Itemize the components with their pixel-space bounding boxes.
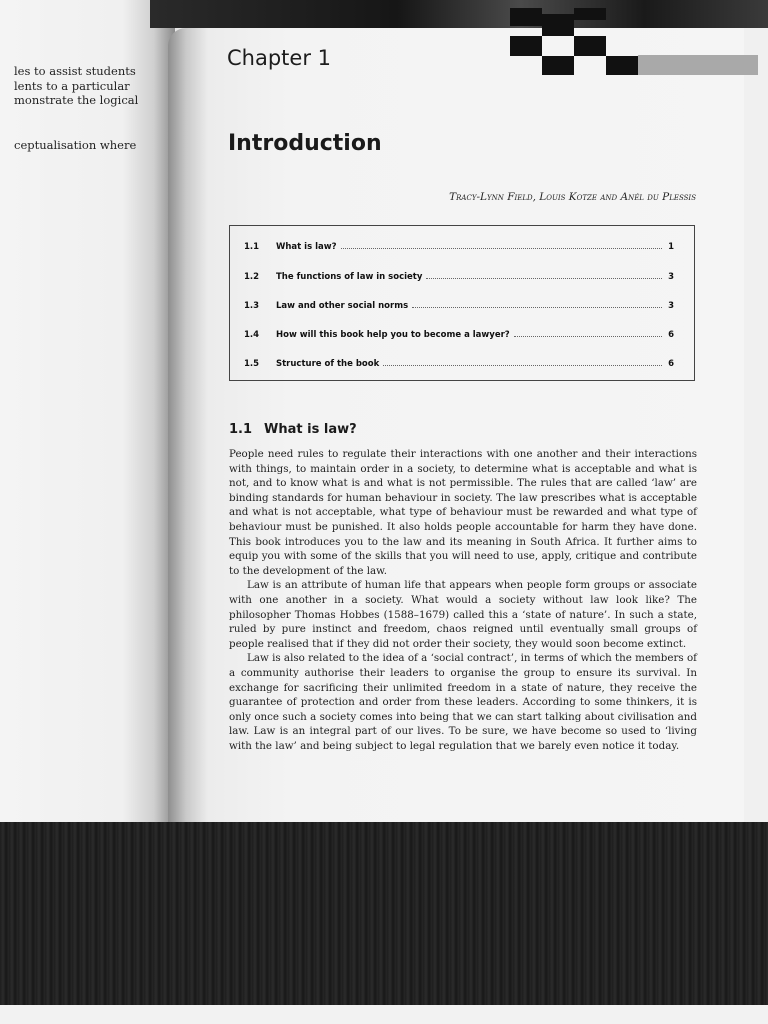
body-text: [229, 447, 697, 753]
chapter-authors: Tracy-Lynn Field, Louis Kotze and Anél du Plessis: [449, 191, 696, 203]
contents-item[interactable]: [244, 357, 674, 373]
section-title: What is law?: [264, 422, 357, 437]
contents-leader-dots: [514, 328, 662, 337]
contents-item-title: How will this book help you to become a lawyer?: [276, 330, 510, 340]
contents-item-page: 3: [668, 272, 674, 282]
chapter-title: Introduction: [228, 131, 382, 156]
body-paragraph: Law is also related to the idea of a ‘social contract’, in terms of which the members of a community authorise their leaders to organise the group to ensure its survival. In exchange for sacrificing their unlimited freedom in a state of nature, they receive the guarantee of protection and order from these leaders. According to some thinkers, it is only once such a society comes into being that we can start talking about civilisation and law. Law is an integral part of our lives. To be sure, we have become so used to ‘living with the law’ and being subject to legal regulation that we barely even notice it today.: [229, 652, 697, 752]
contents-leader-dots: [412, 299, 662, 308]
body-paragraph: People need rules to regulate their interactions with one another and their interactions with things, to maintain order in a society, to determine what is acceptable and what is not, and to know what is and what is not permissible. The rules that are called ‘law’ are binding standards for human behaviour in society. The law prescribes what is acceptable and what is not acceptable, what type of behaviour must be rewarded and what type of behaviour must be punished. It also holds people accountable for harm they have done. This book introduces you to the law and its meaning in South Africa. It further aims to equip you with some of the skills that you will need to use, apply, critique and contribute to the development of the law.: [229, 448, 697, 577]
right-page-margin: [744, 28, 768, 822]
contents-item[interactable]: [244, 299, 674, 315]
chapter-contents-box: [229, 225, 695, 381]
left-page: [0, 0, 175, 822]
contents-leader-dots: [426, 270, 662, 279]
contents-leader-dots: [383, 357, 662, 366]
left-page-line: ceptualisation where: [14, 138, 137, 152]
contents-item-title: Law and other social norms: [276, 301, 409, 311]
contents-item-number: 1.4: [244, 330, 260, 340]
contents-item-title: Structure of the book: [276, 359, 380, 369]
contents-item-number: 1.1: [244, 242, 260, 252]
scan-dark-background: [0, 818, 768, 1024]
contents-item-page: 6: [668, 359, 674, 369]
left-page-line: lents to a particular: [14, 79, 130, 93]
contents-item-page: 6: [668, 330, 674, 340]
contents-item[interactable]: [244, 328, 674, 344]
scan-bottom-edge: [0, 1005, 768, 1024]
contents-item-page: 3: [668, 301, 674, 311]
left-page-line: monstrate the logical: [14, 93, 139, 107]
section-number: 1.1: [229, 422, 253, 437]
contents-item-number: 1.5: [244, 359, 260, 369]
chapter-label: Chapter 1: [227, 46, 331, 70]
contents-leader-dots: [341, 240, 662, 249]
contents-item-title: The functions of law in society: [276, 272, 423, 282]
contents-item-number: 1.3: [244, 301, 260, 311]
header-grey-bar: [638, 55, 758, 75]
contents-item-number: 1.2: [244, 272, 260, 282]
contents-item-title: What is law?: [276, 242, 337, 252]
body-paragraph: Law is an attribute of human life that appears when people form groups or associate with one another in a society. What would a society without law look like? The philosopher Thomas Hobbes (1588–1679) called this a ‘state of nature’. In such a state, ruled by pure instinct and freedom, chaos reigned until eventually small groups of people realised that if they did not order their society, they would soon become extinct.: [229, 579, 697, 650]
header-band: [150, 0, 768, 28]
contents-item-page: 1: [668, 242, 674, 252]
section-heading: [229, 422, 357, 437]
left-page-line: les to assist students: [14, 64, 136, 78]
contents-item[interactable]: [244, 270, 674, 286]
contents-item[interactable]: [244, 240, 674, 256]
